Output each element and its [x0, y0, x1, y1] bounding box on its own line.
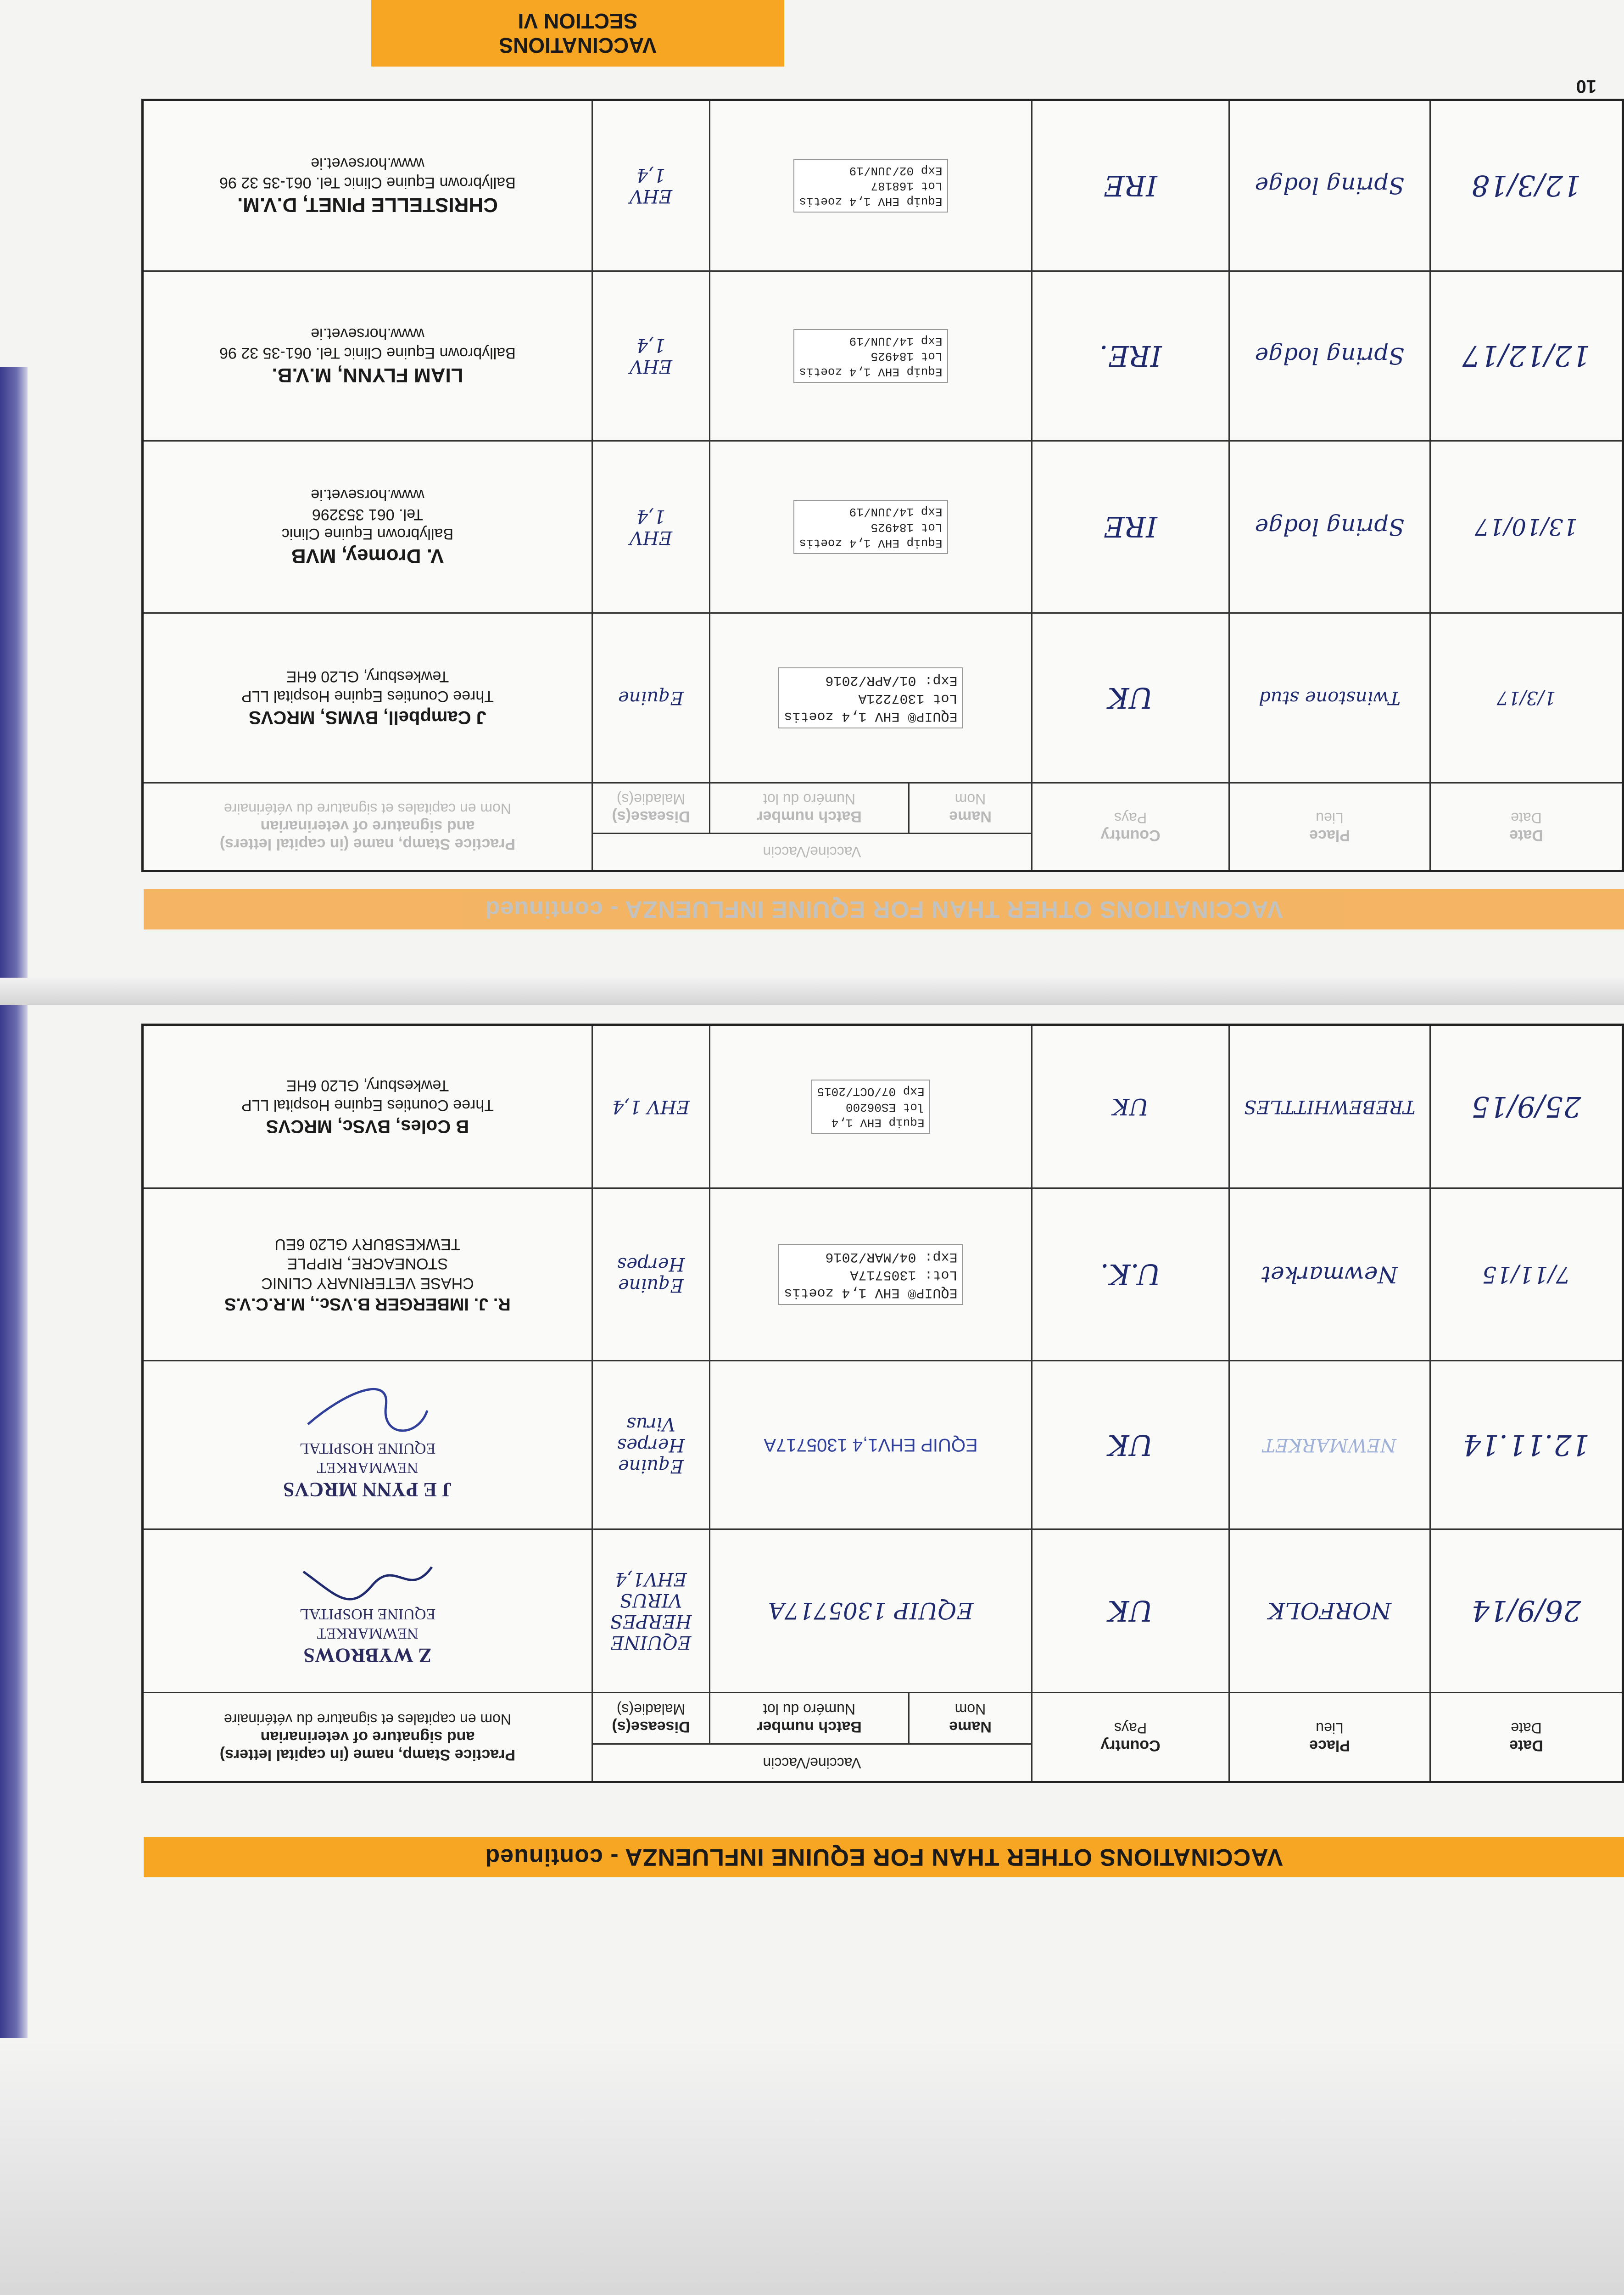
- cell-vet: J Campbell, BVMS, MRCVS Three Counties Equine Hospital LLP Tewkesbury, GL20 6HE: [142, 613, 592, 783]
- cell-place: NORFOLK: [1229, 1529, 1430, 1692]
- cell-place: TREBEWHITTLES: [1229, 1025, 1430, 1188]
- cell-disease: EHV 1,4: [592, 271, 709, 441]
- cell-vet: B Coles, BVSc, MRCVS Three Counties Equine Hospital LLP Tewkesbury, GL20 6HE: [142, 1025, 592, 1188]
- header-vaccine: Vaccine/Vaccin: [592, 834, 1032, 871]
- cell-country: UK: [1032, 1361, 1229, 1529]
- header-vaccine: Vaccine/Vaccin: [592, 1744, 1032, 1782]
- header-disease: Disease(s) Maladie(s): [592, 783, 709, 834]
- passport-binding-edge: [0, 367, 28, 2295]
- cell-date: 12.11.14: [1430, 1361, 1623, 1529]
- header-vet: Practice Stamp, name (in capital letters) and signature of veterinarian Nom en capitales et signature du vétérinaire: [142, 783, 592, 871]
- table-row: [142, 613, 1623, 783]
- vaccine-sticker: Equip EHV 1,4 zoetis Lot 168187 Exp 02/JUN/19: [793, 159, 948, 213]
- cell-date: 12/3/18: [1430, 100, 1623, 271]
- header-date: Date Date: [1430, 783, 1623, 871]
- vaccine-sticker: Equip EHV 1,4 zoetis Lot 184925 Exp 14/JUN/19: [793, 500, 948, 554]
- table-lower: [141, 1024, 1624, 1783]
- table-row: [142, 1025, 1623, 1188]
- cell-place: Spring lodge: [1229, 100, 1430, 271]
- table-row: [142, 1188, 1623, 1361]
- cell-date: 12/12/17: [1430, 271, 1623, 441]
- section-title: VACCINATIONS: [499, 34, 657, 58]
- cell-place: NEWMARKET: [1229, 1361, 1430, 1529]
- header-date: Date Date: [1430, 1692, 1623, 1782]
- cell-batch: [710, 613, 1032, 783]
- header-country: Country Pays: [1032, 783, 1229, 871]
- scan-shadow: [0, 2038, 1624, 2295]
- cell-disease: Equine: [592, 613, 709, 783]
- cell-date: 25/9/15: [1430, 1025, 1623, 1188]
- vaccine-sticker: EQUIP® EHV 1,4 zoetis Lot 1307221A Exp: 01/APR/2016: [778, 667, 963, 728]
- vaccine-sticker: EQUIP® EHV 1,4 zoetis Lot: 1305717A Exp: 04/MAR/2016: [778, 1244, 963, 1305]
- banner-lower-text: VACCINATIONS OTHER THAN FOR EQUINE INFLUENZA - continued: [485, 1844, 1283, 1870]
- header-name: Name Nom: [909, 1692, 1032, 1744]
- signature-icon: [299, 1553, 436, 1604]
- header-batch: Batch number Numéro du lot: [710, 1692, 909, 1744]
- table-row: [142, 441, 1623, 613]
- banner-upper-text: VACCINATIONS OTHER THAN FOR EQUINE INFLUENZA - continued: [485, 896, 1283, 923]
- cell-vet: J E PYNN MRCVS NEWMARKET EQUINE HOSPITAL: [142, 1361, 592, 1529]
- signature-icon: [299, 1388, 436, 1438]
- cell-date: 26/9/14: [1430, 1529, 1623, 1692]
- banner-lower: [144, 1837, 1624, 1877]
- cell-batch: [710, 100, 1032, 271]
- cell-place: Twinstone stud: [1229, 613, 1430, 783]
- vaccine-sticker: Equip EHV 1,4 lot ES06200 Exp 07/OCT/2015: [811, 1080, 930, 1133]
- cell-disease: EQUINE HERPES VIRUS EHV1,4: [592, 1529, 709, 1692]
- cell-disease: EHV 1,4: [592, 1025, 709, 1188]
- header-country: Country Pays: [1032, 1692, 1229, 1782]
- cell-disease: EHV 1,4: [592, 441, 709, 613]
- header-disease: Disease(s) Maladie(s): [592, 1692, 709, 1744]
- cell-batch: [710, 1025, 1032, 1188]
- header-name: Name Nom: [909, 783, 1032, 834]
- cell-batch: [710, 441, 1032, 613]
- cell-country: IRE: [1032, 441, 1229, 613]
- page-fold: [0, 978, 1624, 1005]
- cell-country: UK: [1032, 613, 1229, 783]
- cell-date: 7/11/15: [1430, 1188, 1623, 1361]
- cell-country: U.K.: [1032, 1188, 1229, 1361]
- table-row: [142, 271, 1623, 441]
- cell-batch: EQUIP EHV1,4 1305717A: [710, 1361, 1032, 1529]
- cell-disease: Equine Herpes Virus: [592, 1361, 709, 1529]
- cell-disease: EHV 1,4: [592, 100, 709, 271]
- page-number: 10: [1576, 76, 1596, 96]
- cell-batch: [710, 1188, 1032, 1361]
- cell-place: Spring lodge: [1229, 441, 1430, 613]
- cell-country: UK: [1032, 1529, 1229, 1692]
- cell-vet: Z WYBROWS NEWMARKET EQUINE HOSPITAL: [142, 1529, 592, 1692]
- banner-upper: [144, 889, 1624, 929]
- header-place: Place Lieu: [1229, 1692, 1430, 1782]
- header-place: Place Lieu: [1229, 783, 1430, 871]
- cell-place: Newmarket: [1229, 1188, 1430, 1361]
- cell-batch: [710, 271, 1032, 441]
- cell-date: 1/3/17: [1430, 613, 1623, 783]
- section-tab: [371, 0, 784, 67]
- vaccine-sticker: Equip EHV 1,4 zoetis Lot 184925 Exp 14/JUN/19: [793, 329, 948, 383]
- cell-vet: V. Dromey, MVB Ballybrown Equine Clinic Tel. 061 353296 www.horsevet.ie: [142, 441, 592, 613]
- cell-country: UK: [1032, 1025, 1229, 1188]
- cell-place: Spring lodge: [1229, 271, 1430, 441]
- header-vet: Practice Stamp, name (in capital letters) and signature of veterinarian Nom en capitales et signature du vétérinaire: [142, 1692, 592, 1782]
- cell-vet: CHRISTELLE PINET, D.V.M. Ballybrown Equine Clinic Tel. 061-35 32 96 www.horsevet.ie: [142, 100, 592, 271]
- table-row: [142, 1361, 1623, 1529]
- table-upper: [141, 99, 1624, 872]
- cell-date: 13/10/17: [1430, 441, 1623, 613]
- cell-vet: LIAM FLYNN, M.V.B. Ballybrown Equine Clinic Tel. 061-35 32 96 www.horsevet.ie: [142, 271, 592, 441]
- table-row: [142, 100, 1623, 271]
- header-batch: Batch number Numéro du lot: [710, 783, 909, 834]
- cell-country: IRE.: [1032, 271, 1229, 441]
- cell-vet: R. J. IMBERGER B.VSc., M.R.C.V.S CHASE VETERINARY CLINIC STONEACRE, RIPPLE TEWKESBURY GL20 6EU: [142, 1188, 592, 1361]
- section-subtitle: SECTION VI: [518, 9, 638, 34]
- cell-batch: EQUIP 1305717A: [710, 1529, 1032, 1692]
- cell-country: IRE: [1032, 100, 1229, 271]
- table-row: [142, 1529, 1623, 1692]
- cell-disease: Equine Herpes: [592, 1188, 709, 1361]
